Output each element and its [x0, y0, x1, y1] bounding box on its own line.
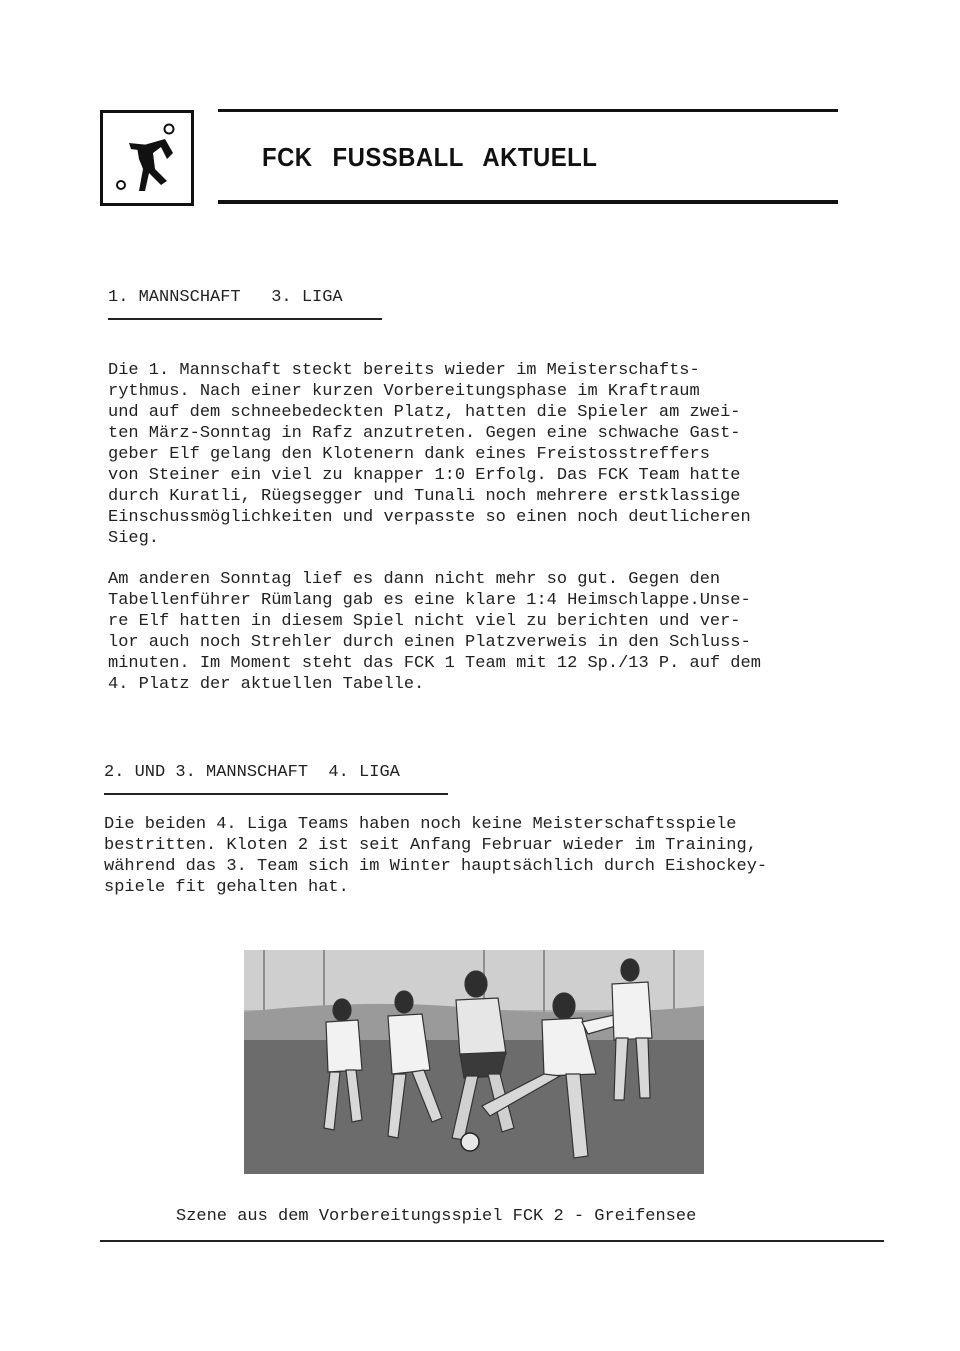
section-2-heading: 2. UND 3. MANNSCHAFT 4. LIGA: [104, 763, 400, 782]
text-line: und auf dem schneebedeckten Platz, hatten die Spieler am zwei-: [108, 403, 741, 422]
page-bottom-rule: [100, 1240, 884, 1242]
section-1-heading: 1. MANNSCHAFT 3. LIGA: [108, 288, 343, 307]
match-photo: [244, 950, 704, 1174]
football-scene-illustration: [244, 950, 704, 1174]
text-line: spiele fit gehalten hat.: [104, 878, 349, 897]
football-player-icon: [109, 119, 187, 199]
masthead-top-rule: [218, 109, 838, 112]
text-line: von Steiner ein viel zu knapper 1:0 Erfolg. Das FCK Team hatte: [108, 466, 741, 485]
text-line: Die beiden 4. Liga Teams haben noch keine Meisterschaftsspiele: [104, 815, 737, 834]
text-line: Einschussmöglichkeiten und verpasste so einen noch deutlicheren: [108, 508, 751, 527]
text-line: durch Kuratli, Rüegsegger und Tunali noch mehrere erstklassige: [108, 487, 741, 506]
section-2-heading-underline: [104, 793, 448, 795]
section-1-paragraph-1: [108, 360, 751, 549]
text-line: Sieg.: [108, 529, 160, 548]
text-line: ten März-Sonntag in Rafz anzutreten. Gegen eine schwache Gast-: [108, 424, 741, 443]
text-line: während das 3. Team sich im Winter hauptsächlich durch Eishockey-: [104, 857, 768, 876]
text-line: Tabellenführer Rümlang gab es eine klare 1:4 Heimschlappe.Unse-: [108, 591, 751, 610]
photo-caption: Szene aus dem Vorbereitungsspiel FCK 2 - Greifensee: [176, 1207, 697, 1226]
text-line: 4. Platz der aktuellen Tabelle.: [108, 675, 425, 694]
text-line: bestritten. Kloten 2 ist seit Anfang Februar wieder im Training,: [104, 836, 757, 855]
text-line: Die 1. Mannschaft steckt bereits wieder im Meisterschafts-: [108, 361, 700, 380]
section-1-heading-underline: [108, 318, 382, 320]
masthead-title: FCK FUSSBALL AKTUELL: [262, 142, 598, 172]
section-2-paragraph-1: [104, 814, 767, 898]
text-line: re Elf hatten in diesem Spiel nicht viel zu berichten und ver-: [108, 612, 741, 631]
text-line: geber Elf gelang den Klotenern dank eines Freistosstreffers: [108, 445, 710, 464]
text-line: Am anderen Sonntag lief es dann nicht mehr so gut. Gegen den: [108, 570, 721, 589]
text-line: rythmus. Nach einer kurzen Vorbereitungsphase im Kraftraum: [108, 382, 700, 401]
masthead-bottom-rule: [218, 200, 838, 204]
text-line: lor auch noch Strehler durch einen Platzverweis in den Schluss-: [108, 633, 751, 652]
section-1-paragraph-2: [108, 569, 761, 695]
club-logo: [100, 110, 194, 206]
text-line: minuten. Im Moment steht das FCK 1 Team mit 12 Sp./13 P. auf dem: [108, 654, 761, 673]
